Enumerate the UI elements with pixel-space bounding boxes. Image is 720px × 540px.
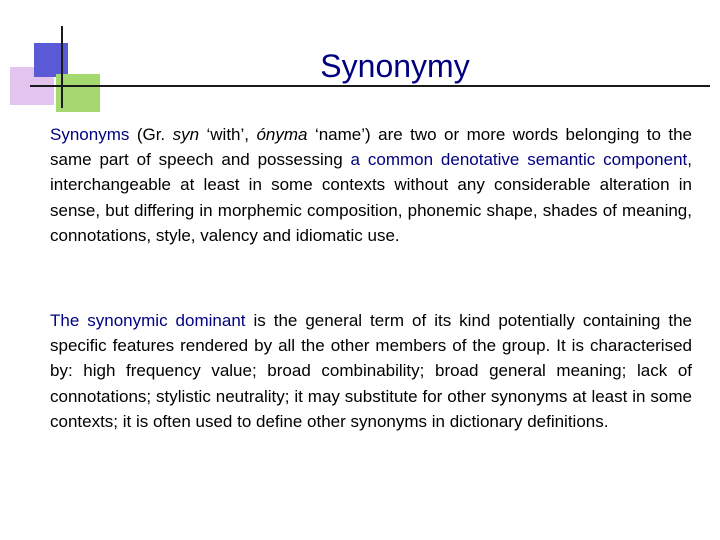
text-segment: ‘name’) are two or more words belonging to the same part of speech and possessing	[50, 125, 692, 170]
slide-title: Synonymy	[320, 48, 470, 84]
text-segment: is the general term of its kind potentially containing the specific features rendered by all the other members of the group. It is characterised by: high frequency value; broad combinability; broad general meaning; lack of connotations; stylistic neutrality; it may substitute for other synonyms at least in some contexts; it is often used to define other synonyms in dictionary definitions.	[50, 311, 692, 431]
text-segment: (Gr.	[129, 125, 173, 144]
vertical-rule	[61, 26, 63, 108]
term-synonymic-dominant: The synonymic dominant	[50, 311, 246, 330]
greek-word-onyma: ónyma	[256, 125, 308, 144]
text-segment: , interchangeable at least in some contexts without any considerable alteration in sense, but differing in morphemic composition, phonemic shape, shades of meaning, connotations, style, valency and idiomatic use.	[50, 150, 692, 245]
highlight-common-component: a common denotative semantic component	[350, 150, 688, 170]
text-segment: ‘with’,	[199, 125, 257, 144]
greek-word-syn: syn	[172, 125, 200, 144]
term-synonyms: Synonyms	[50, 125, 130, 144]
definition-paragraph	[50, 122, 692, 248]
decorative-logo	[0, 0, 110, 115]
dominant-paragraph	[50, 308, 692, 434]
